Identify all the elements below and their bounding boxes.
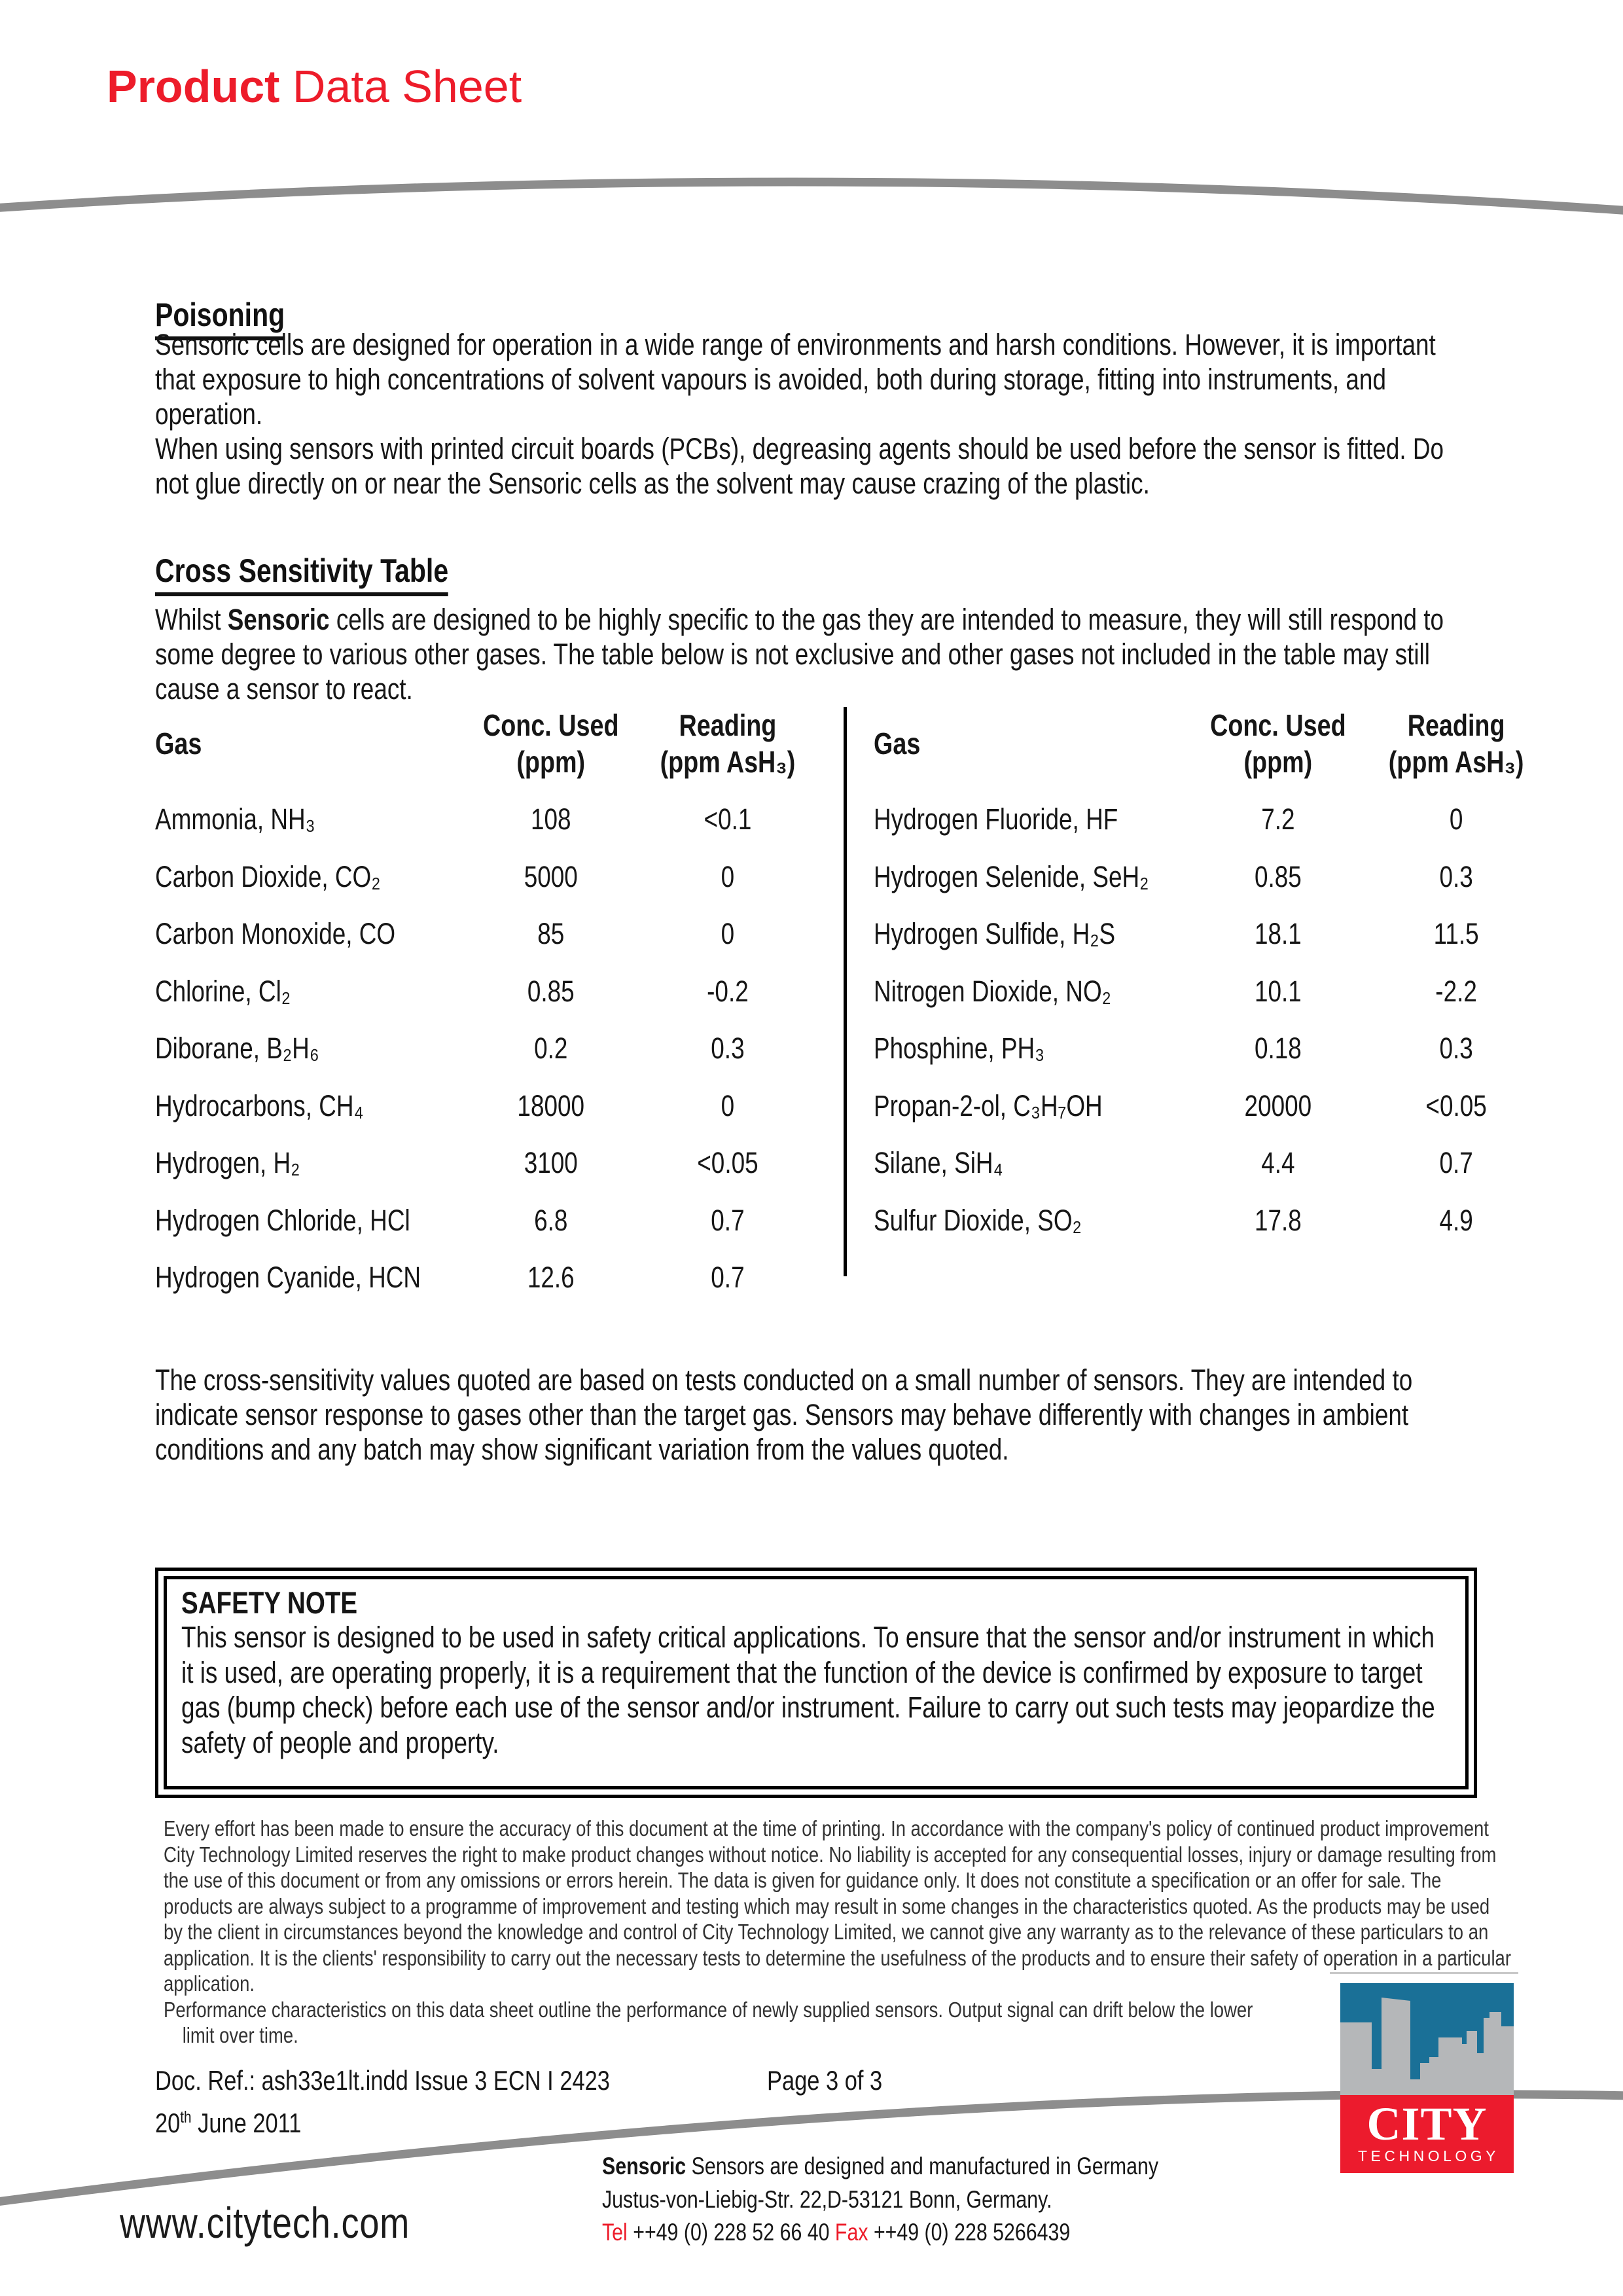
- reading-cell: 0: [721, 859, 735, 893]
- cross-sensitivity-table-right: [874, 707, 1551, 1261]
- date-ordinal: th: [180, 2108, 192, 2126]
- conc-used-cell: 108: [530, 802, 571, 836]
- reading-cell: 0.7: [1439, 1146, 1473, 1179]
- gas-name-cell: Carbon Monoxide, CO: [155, 917, 396, 950]
- poisoning-paragraph-2: When using sensors with printed circuit boards (PCBs), degreasing agents should be used before the sensor is fitted. Do not glue directly on or near the Sensoric cells as the solvent may cause crazing of the plastic.: [155, 432, 1444, 500]
- logo-red-box: [1340, 2095, 1514, 2173]
- gas-name-cell: Hydrogen Sulfide, H₂S: [874, 917, 1116, 950]
- reading-cell: 0.3: [711, 1031, 745, 1065]
- made-in-line: Sensoric Sensors are designed and manufactured in Germany: [602, 2153, 1159, 2179]
- reading-cell: 0.3: [1439, 1031, 1473, 1065]
- table-row: [874, 917, 1551, 975]
- table-row: [874, 1089, 1551, 1147]
- conc-used-cell: 6.8: [534, 1203, 568, 1237]
- column-header-reading: Reading (ppm AsH₃): [660, 708, 796, 779]
- conc-used-cell: 0.85: [527, 974, 575, 1008]
- gas-name-cell: Phosphine, PH₃: [874, 1031, 1045, 1065]
- gas-name-cell: Sulfur Dioxide, SO₂: [874, 1203, 1082, 1237]
- safety-note-inner-border: [164, 1576, 1469, 1789]
- conc-used-cell: 10.1: [1254, 974, 1302, 1008]
- gas-name-cell: Hydrogen Cyanide, HCN: [155, 1261, 421, 1294]
- contact-line: Tel ++49 (0) 228 52 66 40 Fax ++49 (0) 228 5266439: [602, 2219, 1071, 2246]
- table-row: [155, 1089, 823, 1147]
- gas-name-cell: Hydrogen, H₂: [155, 1146, 300, 1179]
- cross-sensitivity-table-left: [155, 707, 823, 1318]
- table-row: [155, 917, 823, 975]
- conc-used-cell: 18.1: [1254, 917, 1302, 950]
- conc-used-cell: 18000: [517, 1088, 585, 1122]
- gas-name-cell: Silane, SiH₄: [874, 1146, 1003, 1179]
- reading-cell: 4.9: [1439, 1203, 1473, 1237]
- gas-name-cell: Ammonia, NH₃: [155, 802, 315, 836]
- reading-cell: 0.3: [1439, 859, 1473, 893]
- conc-used-cell: 85: [537, 917, 565, 950]
- gas-name-cell: Hydrocarbons, CH₄: [155, 1088, 364, 1122]
- table-body-right: [874, 802, 1551, 1261]
- poisoning-body: [155, 327, 1477, 501]
- page-number: Page 3 of 3: [767, 2065, 883, 2096]
- reading-cell: <0.05: [697, 1146, 758, 1179]
- doc-date: 20th June 2011: [155, 2108, 302, 2138]
- gas-name-cell: Carbon Dioxide, CO₂: [155, 859, 381, 893]
- reading-cell: 0: [721, 917, 735, 950]
- conc-used-cell: 3100: [524, 1146, 578, 1179]
- logo-city-text: CITY: [1366, 2098, 1488, 2150]
- safety-note-body: This sensor is designed to be used in safety critical applications. To ensure that the sensor and/or instrument in which it is used, are operating properly, it is a requirement that the function of the device is confirmed by exposure to target gas (bump check) before each use of the sensor and/or instrument. Failure to carry out such tests may jeopardize the safety of people and property.: [181, 1621, 1435, 1759]
- reading-cell: -2.2: [1435, 974, 1477, 1008]
- logo-technology-text: TECHNOLOGY: [1357, 2147, 1500, 2164]
- legal-paragraph-2: Performance characteristics on this data sheet outline the performance of newly supplied sensors. Output signal can drift below the lower: [164, 1998, 1253, 2022]
- cross-sensitivity-heading: Cross Sensitivity Table: [155, 552, 448, 596]
- logo-top-rule: [1330, 1972, 1518, 1974]
- safety-note-heading: SAFETY NOTE: [181, 1585, 358, 1620]
- city-technology-logo: [1340, 1983, 1514, 2173]
- page-title-emphasis: Product: [107, 61, 280, 112]
- conc-used-cell: 12.6: [527, 1261, 575, 1294]
- table-row: [155, 975, 823, 1032]
- website-link[interactable]: www.citytech.com: [120, 2198, 410, 2247]
- conc-used-cell: 5000: [524, 859, 578, 893]
- gas-name-cell: Hydrogen Selenide, SeH₂: [874, 859, 1149, 893]
- legal-disclaimer: [164, 1816, 1513, 2049]
- column-header-reading: Reading (ppm AsH₃): [1388, 708, 1524, 779]
- poisoning-paragraph-1: Sensoric cells are designed for operation in a wide range of environments and harsh conditions. However, it is important that exposure to high concentrations of solvent vapours is avoided, both during storage, fitting into instruments, and operation.: [155, 328, 1436, 431]
- reading-cell: -0.2: [707, 974, 749, 1008]
- doc-reference-line: Doc. Ref.: ash33e1lt.indd Issue 3 ECN I 2423: [155, 2065, 610, 2096]
- table-header: [874, 707, 1551, 780]
- gas-name-cell: Hydrogen Fluoride, HF: [874, 802, 1118, 836]
- gas-name-cell: Hydrogen Chloride, HCl: [155, 1203, 410, 1237]
- gas-name-cell: Propan-2-ol, C₃H₇OH: [874, 1088, 1103, 1122]
- reading-cell: 0: [1449, 802, 1463, 836]
- column-header-conc-used: Conc. Used (ppm): [1210, 708, 1346, 779]
- conc-used-cell: 20000: [1244, 1088, 1312, 1122]
- conc-used-cell: 17.8: [1254, 1203, 1302, 1237]
- reading-cell: <0.05: [1425, 1088, 1487, 1122]
- gas-name-cell: Diborane, B₂H₆: [155, 1031, 319, 1065]
- page-title: [107, 60, 522, 113]
- gas-name-cell: Nitrogen Dioxide, NO₂: [874, 974, 1111, 1008]
- table-divider-line: [844, 707, 847, 1276]
- column-header-gas: Gas: [874, 726, 921, 761]
- table-row: [155, 1146, 823, 1204]
- reading-cell: 0.7: [711, 1261, 745, 1294]
- doc-reference: [155, 2062, 610, 2142]
- table-row: [155, 1031, 823, 1089]
- table-row: [155, 1261, 823, 1318]
- table-row: [874, 1204, 1551, 1261]
- table-body-left: [155, 802, 823, 1318]
- table-header: [155, 707, 823, 780]
- safety-note-box: [155, 1568, 1477, 1798]
- conc-used-cell: 0.85: [1254, 859, 1302, 893]
- table-row: [874, 802, 1551, 860]
- address-line: Justus-von-Liebig-Str. 22,D-53121 Bonn, Germany.: [602, 2185, 1052, 2213]
- gas-name-cell: Chlorine, Cl₂: [155, 974, 291, 1008]
- reading-cell: 0: [721, 1088, 735, 1122]
- conc-used-cell: 0.2: [534, 1031, 568, 1065]
- conc-used-cell: 4.4: [1261, 1146, 1295, 1179]
- table-row: [874, 1031, 1551, 1089]
- table-row: [874, 1146, 1551, 1204]
- table-row: [155, 1204, 823, 1261]
- table-row: [155, 802, 823, 860]
- reading-cell: 11.5: [1433, 917, 1479, 950]
- top-curve: [0, 182, 1623, 211]
- conc-used-cell: 0.18: [1254, 1031, 1302, 1065]
- table-row: [874, 975, 1551, 1032]
- legal-paragraph-1: Every effort has been made to ensure the accuracy of this document at the time of printing. In accordance with the company's policy of continued product improvement City Technology Limited reserves the right to make product changes without notice. No liability is accepted for any consequential losses, injury or damage resulting from the use of this document or from any omissions or errors herein. The data is given for guidance only. It does not constitute a specification or an offer for sale. The products are always subject to a programme of improvement and testing which may result in some changes in the characteristics quoted. As the products may be used by the client in circumstances beyond the knowledge and control of City Technology Limited, we cannot give any warranty as to the relevance of these particulars to an application. It is the clients' responsibility to carry out the necessary tests to determine the usefulness of the products and to ensure their safety of operation in a particular application.: [164, 1817, 1511, 1996]
- reading-cell: <0.1: [704, 802, 752, 836]
- column-header-gas: Gas: [155, 726, 202, 761]
- footer-address-block: [602, 2150, 1158, 2250]
- page-title-rest: Data Sheet: [279, 61, 522, 112]
- cross-sensitivity-intro: Whilst Sensoric cells are designed to be highly specific to the gas they are intended to measure, they will still respond to some degree to various other gases. The table below is not exclusive and other gases not included in the table may still cause a sensor to react.: [155, 603, 1444, 706]
- logo-skyline-graphic: [1340, 1983, 1514, 2095]
- reading-cell: 0.7: [711, 1203, 745, 1237]
- column-header-conc-used: Conc. Used (ppm): [482, 708, 619, 779]
- legal-paragraph-3: limit over time.: [182, 2024, 298, 2048]
- poisoning-heading: Poisoning: [155, 296, 285, 340]
- table-row: [874, 860, 1551, 918]
- conc-used-cell: 7.2: [1261, 802, 1295, 836]
- table-row: [155, 860, 823, 918]
- cross-sensitivity-note: The cross-sensitivity values quoted are based on tests conducted on a small number of sensors. They are intended to indicate sensor response to gases other than the target gas. Sensors may behave differently with changes in ambient conditions and any batch may show significant variation from the values quoted.: [155, 1363, 1413, 1466]
